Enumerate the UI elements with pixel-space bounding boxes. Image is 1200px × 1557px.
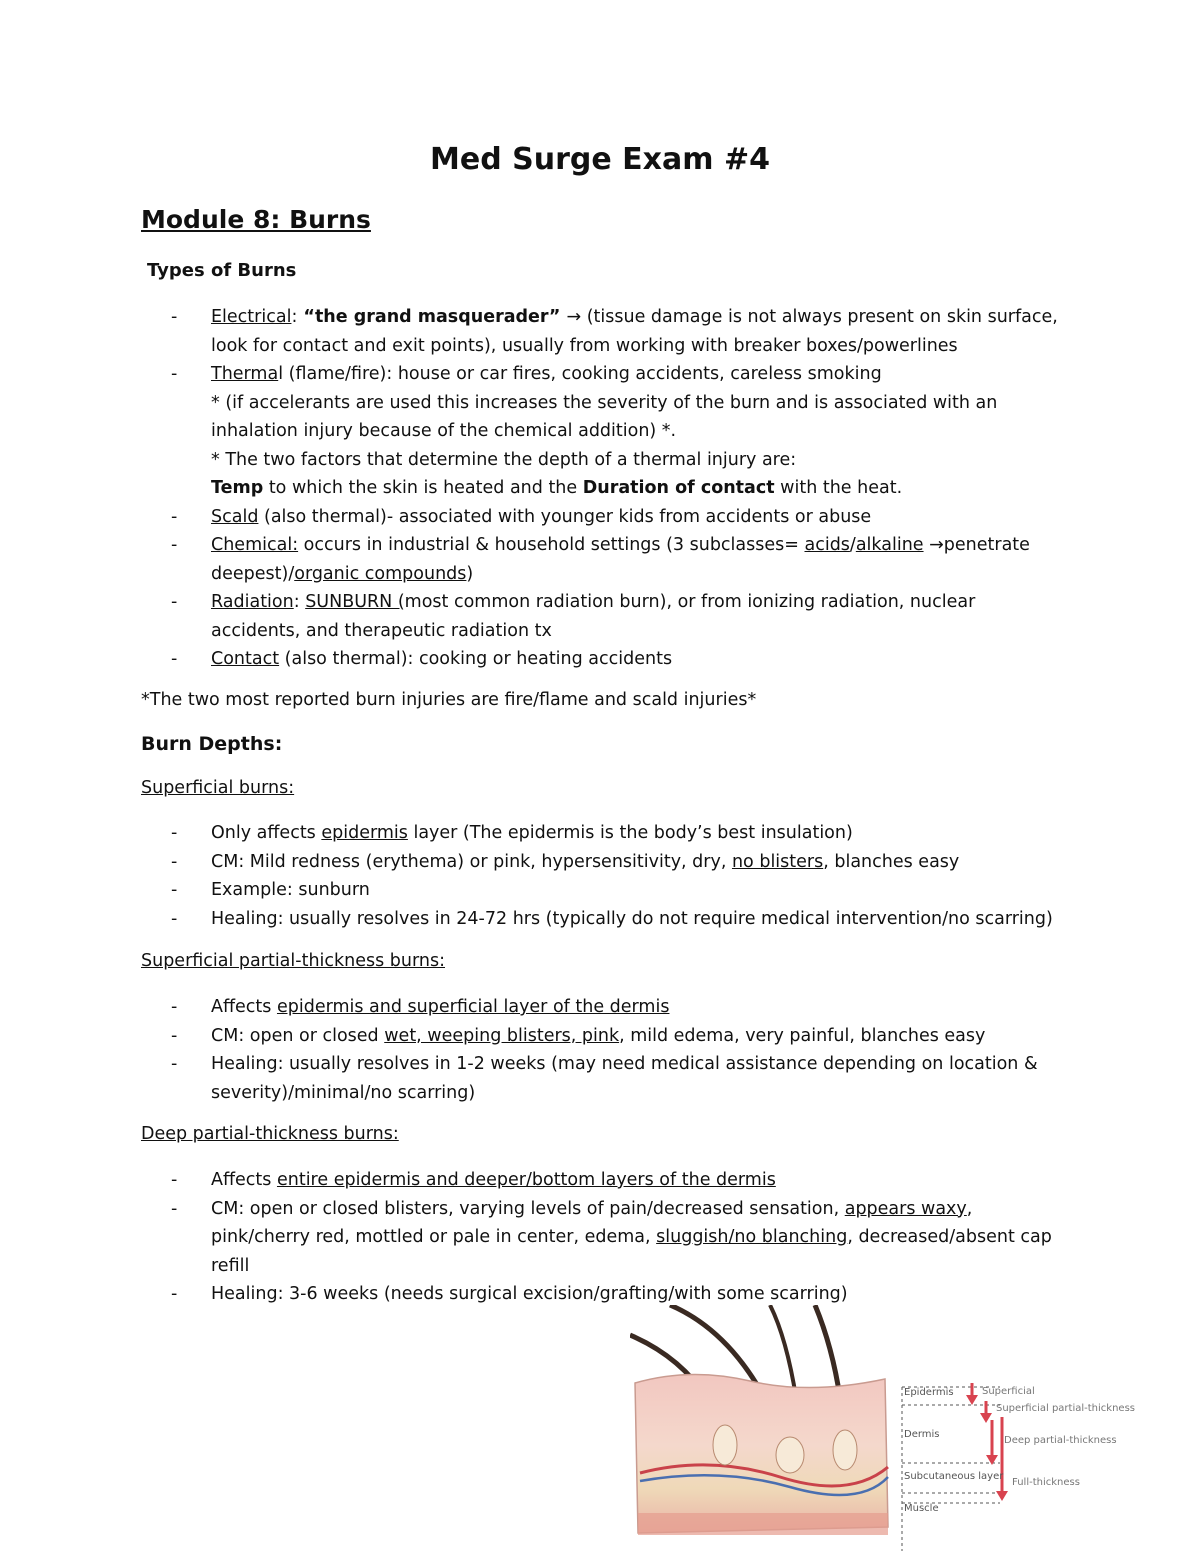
chemical-label: Chemical:: [211, 535, 299, 555]
list-item: [171, 876, 1061, 905]
arrow-icon: →: [923, 535, 944, 555]
list-item: [171, 1195, 1061, 1281]
layer-label-text: Subcutaneous layer: [904, 1471, 1004, 1482]
chemical-close: ): [466, 563, 474, 584]
text: CM: Mild redness (erythema) or pink, hypersensitivity, dry,: [211, 851, 732, 872]
acids-term: acids: [804, 535, 850, 555]
layer-label: [904, 1471, 1004, 1482]
affected-layers-term: epidermis and superficial layer of the dermis: [276, 997, 670, 1017]
contact-label: Contact: [211, 649, 280, 669]
colon: :: [293, 592, 306, 612]
chemical-text-2: penetrate deepest)/: [211, 535, 1030, 584]
doc-title: Med Surge Exam #4: [430, 142, 770, 177]
temp-term: Temp: [211, 478, 264, 498]
colon: :: [291, 307, 298, 327]
list-item: [171, 1166, 1061, 1195]
text: Affects: [211, 997, 277, 1017]
list-item-thermal: [171, 360, 1061, 503]
types-heading: Types of Burns: [147, 260, 297, 281]
electrical-text: (tissue damage is not always present on skin surface, look for contact and exit points), usually from working with breaker boxes/powerlines: [211, 307, 1058, 356]
module-title: Module 8: Burns: [141, 205, 371, 234]
superficial-list: [171, 819, 1061, 933]
waxy-term: appears waxy: [844, 1198, 967, 1219]
most-reported-note: *The two most reported burn injuries are fire/flame and scald injuries*: [141, 690, 757, 710]
sunburn-term: SUNBURN (: [305, 592, 405, 612]
grand-masquerader: “the grand masquerader”: [297, 307, 567, 327]
thermal-factors-note: * The two factors that determine the depth of a thermal injury are:: [211, 449, 797, 470]
text: Only affects: [211, 823, 322, 843]
list-item: [171, 905, 1061, 934]
superficial-partial-list: [171, 993, 1061, 1107]
thermal-factors-end: with the heat.: [774, 478, 903, 498]
thermal-factors-mid: to which the skin is heated and the: [263, 478, 583, 498]
affected-layers-term: entire epidermis and deeper/bottom layers of the dermis: [276, 1170, 776, 1190]
list-item: [171, 848, 1061, 877]
text: Healing: usually resolves in 1-2 weeks (may need medical assistance depending on location & severity)/minimal/no scarring): [211, 1054, 1038, 1103]
depth-label: Superficial partial-thickness: [996, 1403, 1135, 1414]
list-item: [171, 993, 1061, 1022]
list-item-scald: [171, 503, 1061, 532]
thermal-label-tail: l: [278, 364, 284, 384]
text: Affects: [211, 1170, 277, 1190]
thermal-label: Therma: [211, 364, 279, 384]
list-item: [171, 1022, 1061, 1051]
contact-text: (also thermal): cooking or heating accidents: [279, 649, 673, 669]
text: , mild edema, very painful, blanches easy: [619, 1025, 986, 1046]
radiation-label: Radiation: [211, 592, 294, 612]
depth-label: Deep partial-thickness: [1004, 1435, 1117, 1446]
depths-heading: Burn Depths:: [141, 733, 283, 755]
superficial-partial-title: Superficial partial-thickness burns:: [141, 951, 445, 971]
blanching-term: sluggish/no blanching: [656, 1227, 848, 1247]
blisters-term: wet, weeping blisters, pink: [384, 1025, 620, 1046]
electrical-label: Electrical: [211, 307, 292, 327]
duration-term: Duration of contact: [582, 478, 775, 498]
deep-partial-list: [171, 1166, 1061, 1309]
text: CM: open or closed: [211, 1025, 385, 1046]
list-item-chemical: [171, 531, 1061, 588]
epidermis-term: epidermis: [321, 823, 408, 843]
list-item: [171, 1050, 1061, 1107]
list-item: [171, 819, 1061, 848]
arrow-icon: →: [566, 307, 582, 327]
chemical-text: occurs in industrial & household settings (3 subclasses=: [298, 535, 805, 555]
alkaline-term: alkaline: [855, 535, 924, 555]
text: Healing: usually resolves in 24-72 hrs (typically do not require medical intervention/no scarring): [211, 908, 1053, 929]
radiation-text: most common radiation burn), or from ionizing radiation, nuclear accidents, and therapeutic radiation tx: [211, 592, 976, 641]
scald-label: Scald: [211, 506, 259, 527]
no-blisters-term: no blisters: [731, 851, 824, 872]
list-item-contact: [171, 645, 1061, 674]
list-item-electrical: [171, 303, 1061, 360]
text: Example: sunburn: [211, 880, 370, 900]
thermal-accelerant-note: * (if accelerants are used this increases the severity of the burn and is associated with an inhalation injury because of the chemical addition) *.: [211, 392, 998, 441]
text: , blanches easy: [823, 851, 960, 872]
text: , decreased/absent cap refill: [211, 1227, 1052, 1276]
organic-term: organic compounds: [294, 563, 467, 584]
list-item-radiation: [171, 588, 1061, 645]
text: Healing: 3-6 weeks (needs surgical excision/grafting/with some scarring): [211, 1284, 848, 1304]
types-list: [171, 303, 1061, 674]
superficial-title: Superficial burns:: [141, 778, 295, 798]
thermal-text: (flame/fire): house or car fires, cooking accidents, careless smoking: [283, 364, 882, 384]
text: layer (The epidermis is the body’s best insulation): [407, 823, 853, 843]
depth-label: Superficial: [982, 1386, 1035, 1397]
layer-label: Dermis: [904, 1429, 940, 1440]
scald-text: (also thermal)- associated with younger kids from accidents or abuse: [258, 506, 872, 527]
text: CM: open or closed blisters, varying levels of pain/decreased sensation,: [211, 1198, 845, 1219]
deep-partial-title: Deep partial-thickness burns:: [141, 1124, 399, 1144]
layer-label: Epidermis: [904, 1387, 954, 1398]
depth-label: Full-thickness: [1012, 1477, 1080, 1488]
slash: /: [849, 535, 856, 555]
skin-diagram: [630, 1305, 1160, 1553]
layer-label: Muscle: [904, 1503, 939, 1514]
skin-layers-figure: [630, 1305, 1160, 1553]
text: , pink/cherry red, mottled or pale in center, edema,: [211, 1198, 973, 1247]
